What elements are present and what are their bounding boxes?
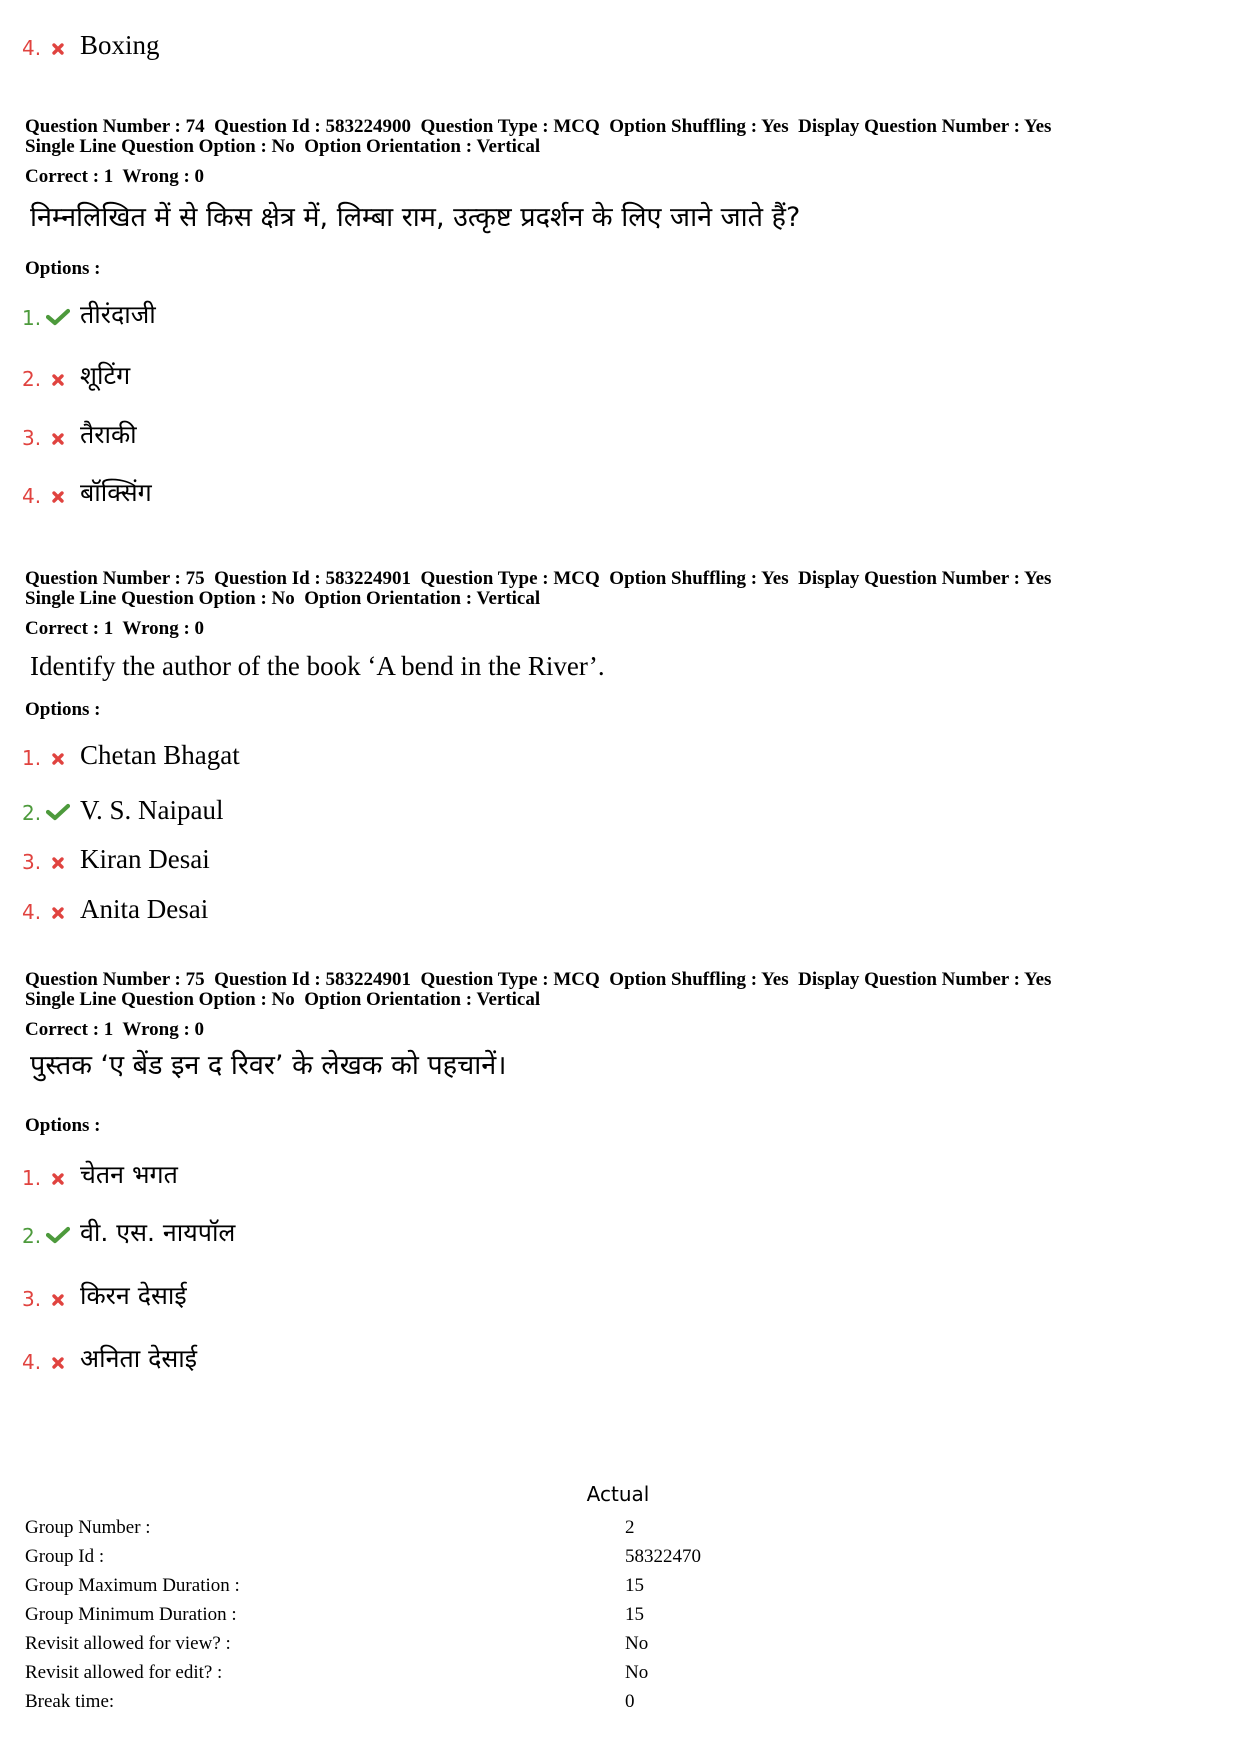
option-number: 4.	[22, 484, 42, 508]
cross-icon	[44, 856, 72, 870]
group-info-value: 15	[625, 1604, 644, 1625]
cross-icon	[44, 490, 72, 504]
option-item	[22, 353, 130, 393]
option-item	[22, 732, 240, 772]
option-item	[22, 886, 208, 926]
option-number: 4.	[22, 1350, 42, 1374]
cross-icon	[44, 42, 72, 56]
cross-icon	[44, 906, 72, 920]
cross-icon	[44, 1293, 72, 1307]
option-number: 2.	[22, 367, 42, 391]
cross-icon	[44, 373, 72, 387]
option-item	[22, 1210, 235, 1250]
option-item	[22, 470, 152, 510]
option-text: V. S. Naipaul	[80, 795, 224, 825]
option-item	[22, 22, 160, 62]
option-item	[22, 1336, 197, 1376]
option-text: Anita Desai	[80, 894, 209, 924]
cross-icon	[44, 432, 72, 446]
option-text: Kiran Desai	[80, 844, 210, 874]
group-info-label: Break time:	[25, 1691, 115, 1712]
cross-icon	[44, 1356, 72, 1370]
option-item	[22, 292, 156, 332]
question-text: Identify the author of the book ‘A bend in the River’.	[30, 651, 605, 681]
check-icon	[44, 308, 72, 326]
option-number: 3.	[22, 1287, 42, 1311]
option-text: वी. एस. नायपॉल	[80, 1218, 236, 1247]
check-icon	[44, 803, 72, 821]
option-text: किरन देसाई	[80, 1281, 187, 1310]
option-number: 2.	[22, 1224, 42, 1248]
group-info-value: 0	[625, 1691, 635, 1712]
options-label: Options :	[25, 699, 101, 720]
option-text: Chetan Bhagat	[80, 740, 240, 770]
question-meta-line1: Question Number : 74 Question Id : 583224900 Question Type : MCQ Option Shuffling : Yes Display Question Number : Yes	[25, 116, 1052, 137]
option-item	[22, 1273, 187, 1313]
option-text: तीरंदाजी	[80, 300, 156, 329]
question-marks: Correct : 1 Wrong : 0	[25, 618, 205, 639]
question-meta-line2: Single Line Question Option : No Option Orientation : Vertical	[25, 136, 541, 157]
question-marks: Correct : 1 Wrong : 0	[25, 166, 205, 187]
question-meta-line1: Question Number : 75 Question Id : 583224901 Question Type : MCQ Option Shuffling : Yes Display Question Number : Yes	[25, 969, 1052, 990]
option-number: 1.	[22, 1166, 42, 1190]
option-number: 4.	[22, 36, 42, 60]
option-text: बॉक्सिंग	[80, 478, 152, 507]
group-info-label: Revisit allowed for view? :	[25, 1633, 231, 1654]
group-info-label: Revisit allowed for edit? :	[25, 1662, 223, 1683]
group-info-label: Group Minimum Duration :	[25, 1604, 237, 1625]
option-number: 1.	[22, 746, 42, 770]
section-title: Actual	[586, 1482, 650, 1506]
group-info-label: Group Maximum Duration :	[25, 1575, 240, 1596]
cross-icon	[44, 752, 72, 766]
question-text: पुस्तक ‘ए बेंड इन द रिवर’ के लेखक को पहचानें।	[30, 1050, 507, 1081]
group-info-value: No	[625, 1633, 649, 1654]
option-item	[22, 412, 137, 452]
group-info-value: 15	[625, 1575, 644, 1596]
group-info-label: Group Number :	[25, 1517, 151, 1538]
group-info-value: No	[625, 1662, 649, 1683]
option-number: 3.	[22, 850, 42, 874]
option-text: शूटिंग	[80, 361, 131, 390]
group-info-label: Group Id :	[25, 1546, 105, 1567]
option-text: Boxing	[80, 30, 160, 60]
group-info-value: 2	[625, 1517, 635, 1538]
option-text: तैराकी	[80, 420, 137, 449]
question-meta-line2: Single Line Question Option : No Option Orientation : Vertical	[25, 989, 541, 1010]
question-text: निम्नलिखित में से किस क्षेत्र में, लिम्बा राम, उत्कृष्ट प्रदर्शन के लिए जाने जाते हैं?	[30, 202, 801, 233]
option-number: 3.	[22, 426, 42, 450]
option-number: 4.	[22, 900, 42, 924]
option-item	[22, 1152, 178, 1192]
option-text: अनिता देसाई	[80, 1344, 198, 1373]
check-icon	[44, 1226, 72, 1244]
options-label: Options :	[25, 258, 101, 279]
question-meta-line1: Question Number : 75 Question Id : 583224901 Question Type : MCQ Option Shuffling : Yes Display Question Number : Yes	[25, 568, 1052, 589]
option-text: चेतन भगत	[80, 1160, 178, 1189]
group-info-value: 58322470	[625, 1546, 701, 1567]
option-item	[22, 836, 210, 876]
question-marks: Correct : 1 Wrong : 0	[25, 1019, 205, 1040]
option-item	[22, 787, 224, 827]
question-meta-line2: Single Line Question Option : No Option Orientation : Vertical	[25, 588, 541, 609]
options-label: Options :	[25, 1115, 101, 1136]
cross-icon	[44, 1172, 72, 1186]
option-number: 1.	[22, 306, 42, 330]
option-number: 2.	[22, 801, 42, 825]
